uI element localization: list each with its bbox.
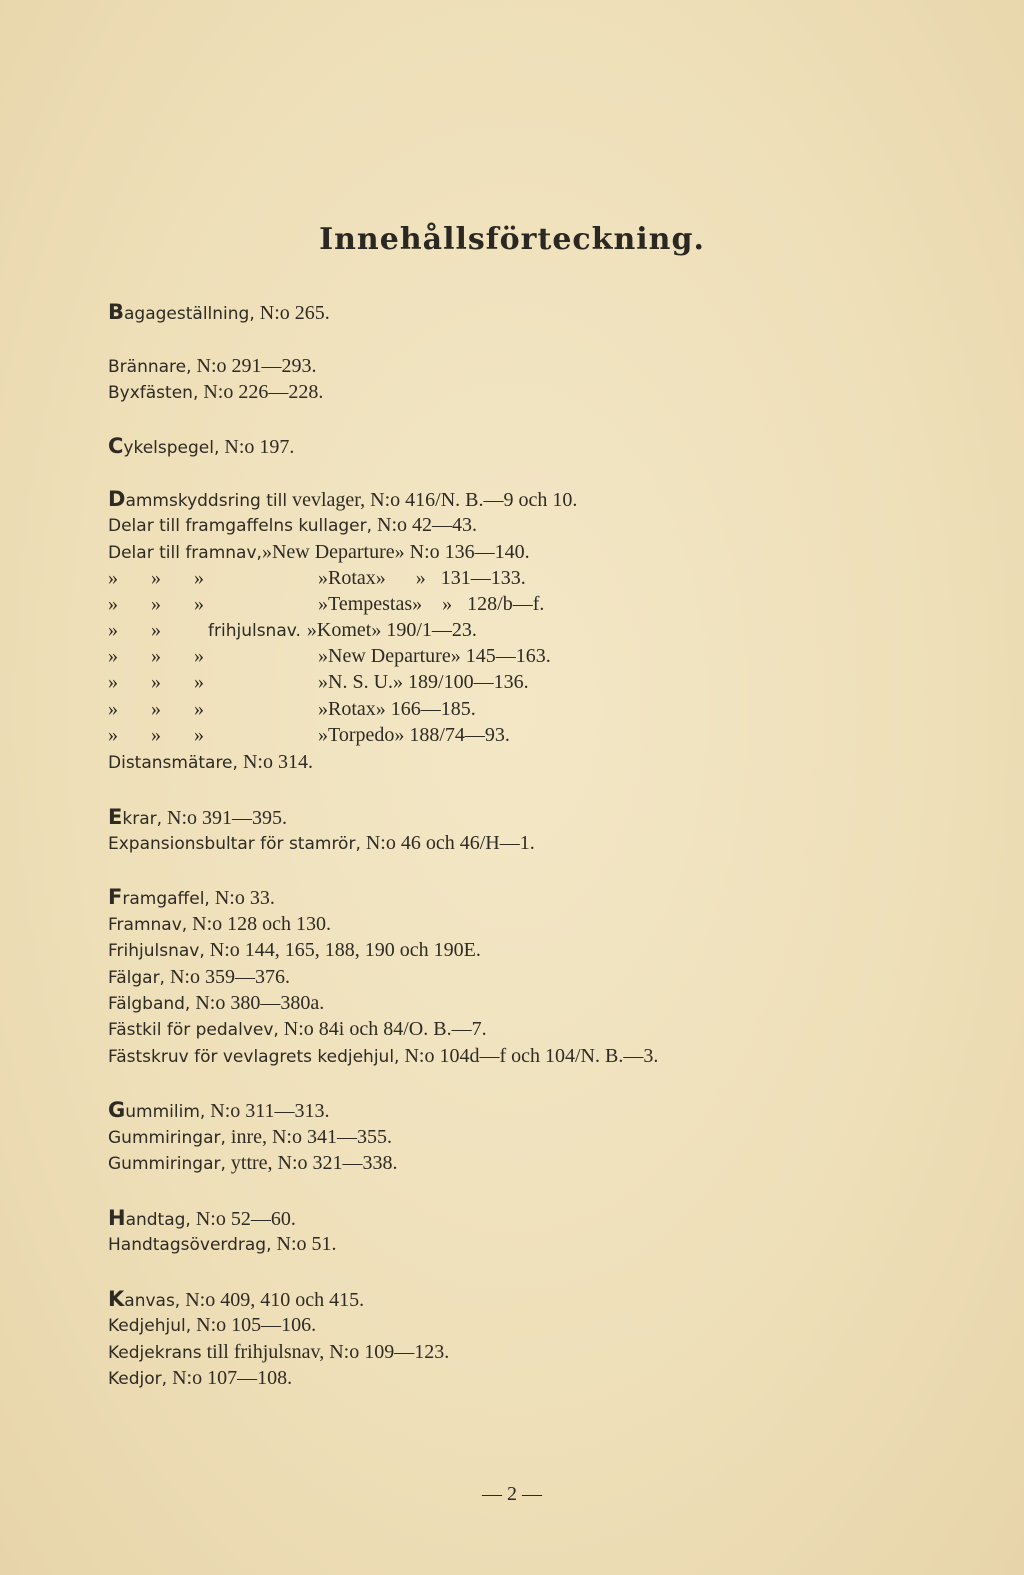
index-entry bbox=[108, 300, 330, 326]
entry-reference: N:o 105—106. bbox=[191, 1314, 317, 1336]
index-entry bbox=[108, 1366, 292, 1391]
entry-initial: E bbox=[108, 805, 123, 829]
index-entry bbox=[108, 991, 324, 1016]
entry-initial: K bbox=[108, 1287, 125, 1311]
index-entry bbox=[108, 540, 530, 565]
index-entry bbox=[108, 1232, 337, 1257]
index-entry bbox=[108, 618, 477, 643]
entry-label: anvas, bbox=[124, 1291, 181, 1311]
index-entry bbox=[108, 1313, 316, 1338]
entry-label: Expansionsbultar för stamrör, bbox=[108, 834, 361, 854]
ditto-marks: » » » bbox=[108, 698, 218, 720]
index-entry bbox=[108, 644, 551, 668]
entry-label: Framnav, bbox=[108, 915, 188, 935]
entry-reference: vevlager, N:o 416/N. B.—9 och 10. bbox=[287, 489, 578, 511]
index-entry bbox=[108, 1125, 392, 1150]
index-entry bbox=[108, 380, 323, 405]
entry-reference: N:o 359—376. bbox=[164, 966, 290, 988]
entry-reference: N:o 107—108. bbox=[167, 1367, 293, 1389]
index-entry bbox=[108, 885, 275, 911]
entry-reference: »N. S. U.» 189/100—136. bbox=[318, 671, 529, 693]
entry-reference: N:o 51. bbox=[271, 1233, 337, 1255]
entry-reference: N:o 265. bbox=[254, 302, 330, 324]
index-entry bbox=[108, 805, 287, 831]
entry-label: frihjulsnav. bbox=[208, 621, 301, 641]
entry-label: ykelspegel, bbox=[123, 438, 220, 458]
entry-reference: N:o 42—43. bbox=[372, 514, 478, 536]
entry-label: Gummiringar, bbox=[108, 1128, 226, 1148]
entry-label: Handtagsöverdrag, bbox=[108, 1235, 272, 1255]
entry-label: Kedjor, bbox=[108, 1369, 168, 1389]
index-entry bbox=[108, 1151, 398, 1176]
entry-reference: N:o 104d—f och 104/N. B.—3. bbox=[399, 1045, 659, 1067]
entry-reference: N:o 46 och 46/H—1. bbox=[360, 832, 535, 854]
entry-reference: N:o 33. bbox=[209, 887, 275, 909]
index-entry bbox=[108, 750, 313, 775]
entry-reference: N:o 291—293. bbox=[191, 355, 317, 377]
entry-label: Frihjulsnav, bbox=[108, 941, 205, 961]
entry-label: Distansmätare, bbox=[108, 753, 238, 773]
index-entry bbox=[108, 1044, 658, 1069]
entry-label: ammskyddsring till bbox=[125, 491, 288, 511]
entry-reference: »New Departure» 145—163. bbox=[318, 645, 551, 667]
ditto-marks: » » » bbox=[108, 671, 218, 693]
entry-reference: »Rotax» » 131—133. bbox=[318, 567, 526, 589]
entry-initial: C bbox=[108, 434, 124, 458]
entry-label: Fästskruv för vevlagrets kedjehjul, bbox=[108, 1047, 400, 1067]
entry-label: Brännare, bbox=[108, 357, 192, 377]
entry-initial: B bbox=[108, 300, 125, 324]
index-entry bbox=[108, 938, 481, 963]
entry-reference: »Komet» 190/1—23. bbox=[306, 619, 477, 641]
entry-label: Delar till framgaffelns kullager, bbox=[108, 516, 373, 536]
index-entry bbox=[108, 1287, 364, 1313]
page-number: — 2 — bbox=[482, 1483, 542, 1505]
entry-label: Delar till framnav, bbox=[108, 543, 262, 563]
index-entry bbox=[108, 566, 526, 590]
entry-initial: D bbox=[108, 487, 126, 511]
index-entry bbox=[108, 831, 535, 856]
entry-reference: N:o 380—380a. bbox=[190, 992, 325, 1014]
entry-label: Fälgband, bbox=[108, 994, 191, 1014]
index-entry bbox=[108, 912, 331, 937]
ditto-marks: » » » bbox=[108, 593, 218, 615]
entry-reference: N:o 391—395. bbox=[162, 807, 288, 829]
page-title: Innehållsförteckning. bbox=[319, 222, 705, 257]
entry-label: Gummiringar, bbox=[108, 1154, 226, 1174]
entry-reference: N:o 84i och 84/O. B.—7. bbox=[278, 1018, 487, 1040]
ditto-marks: » » » bbox=[108, 645, 218, 667]
index-entry bbox=[108, 354, 317, 379]
entry-reference: »Tempestas» » 128/b—f. bbox=[318, 593, 545, 615]
entry-label: ramgaffel, bbox=[122, 889, 210, 909]
entry-reference: inre, N:o 341—355. bbox=[225, 1126, 392, 1148]
index-entry bbox=[108, 434, 294, 460]
entry-reference: N:o 311—313. bbox=[205, 1100, 330, 1122]
entry-reference: »Rotax» 166—185. bbox=[318, 698, 476, 720]
entry-reference: N:o 128 och 130. bbox=[187, 913, 332, 935]
index-entry bbox=[108, 592, 544, 616]
index-entry bbox=[108, 487, 577, 513]
ditto-marks: » » bbox=[108, 619, 175, 641]
entry-reference: N:o 226—228. bbox=[198, 381, 324, 403]
entry-reference: N:o 52—60. bbox=[190, 1208, 296, 1230]
entry-reference: N:o 314. bbox=[237, 751, 313, 773]
ditto-marks: » » » bbox=[108, 567, 218, 589]
entry-label: krar, bbox=[122, 809, 163, 829]
entry-reference: »Torpedo» 188/74—93. bbox=[318, 724, 510, 746]
index-entry bbox=[108, 1098, 330, 1124]
entry-reference: N:o 144, 165, 188, 190 och 190E. bbox=[204, 939, 481, 961]
index-entry bbox=[108, 670, 529, 694]
ditto-marks: » » » bbox=[108, 724, 218, 746]
entry-label: Fästkil för pedalvev, bbox=[108, 1020, 279, 1040]
entry-label: ummilim, bbox=[125, 1102, 206, 1122]
entry-reference: till frihjulsnav, N:o 109—123. bbox=[201, 1341, 450, 1363]
entry-label: agageställning, bbox=[124, 304, 255, 324]
entry-initial: H bbox=[108, 1206, 126, 1230]
entry-label: Kedjehjul, bbox=[108, 1316, 192, 1336]
index-entry bbox=[108, 1340, 449, 1365]
entry-reference: »New Departure» N:o 136—140. bbox=[261, 541, 530, 563]
entry-reference: N:o 409, 410 och 415. bbox=[180, 1289, 365, 1311]
entry-reference: yttre, N:o 321—338. bbox=[225, 1152, 398, 1174]
index-entry bbox=[108, 513, 477, 538]
entry-initial: G bbox=[108, 1098, 126, 1122]
index-entry bbox=[108, 1017, 487, 1042]
entry-initial: F bbox=[108, 885, 123, 909]
index-entry bbox=[108, 697, 476, 721]
entry-reference: N:o 197. bbox=[219, 436, 295, 458]
entry-label: andtag, bbox=[125, 1210, 191, 1230]
index-entry bbox=[108, 965, 290, 990]
index-entry bbox=[108, 723, 510, 747]
entry-label: Byxfästen, bbox=[108, 383, 199, 403]
index-entry bbox=[108, 1206, 296, 1232]
entry-label: Fälgar, bbox=[108, 968, 165, 988]
entry-label: Kedjekrans bbox=[108, 1343, 202, 1363]
